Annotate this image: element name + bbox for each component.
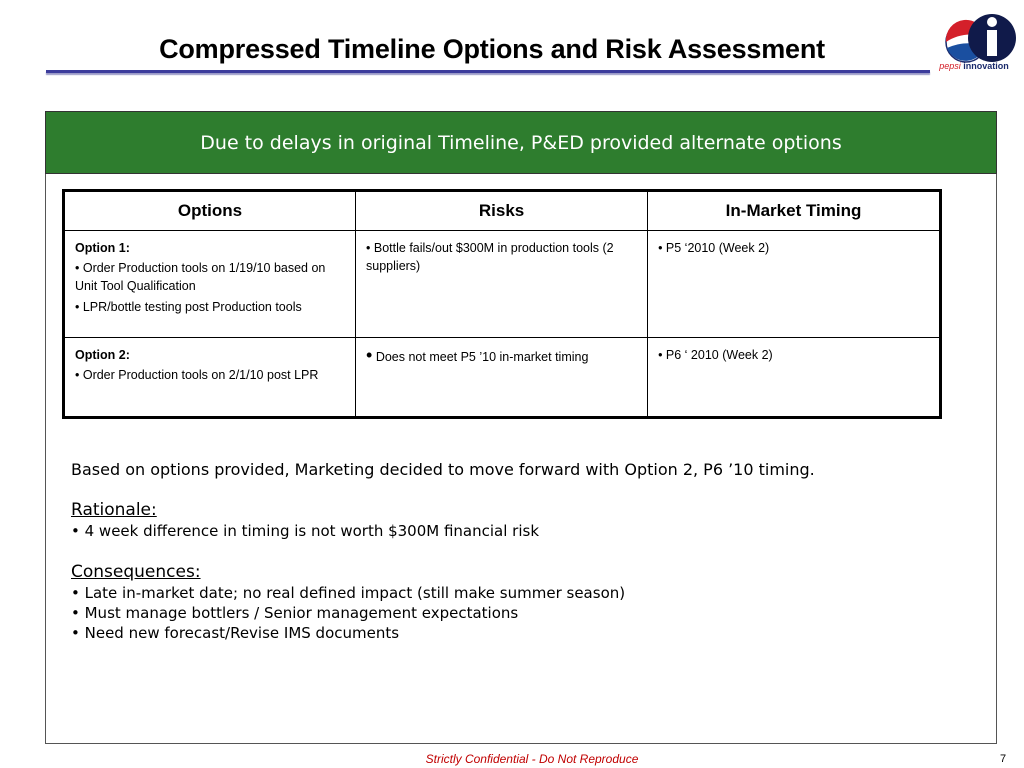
option-2-cell — [64, 338, 356, 418]
body-text — [71, 460, 971, 643]
confidential-footer: Strictly Confidential - Do Not Reproduce — [425, 752, 639, 766]
option-1-cell — [64, 231, 356, 338]
rationale-item: • 4 week difference in timing is not worth $300M financial risk — [71, 522, 540, 540]
consequence-item: • Late in-market date; no real defined impact (still make summer season) — [71, 584, 626, 602]
option-2-risk: Does not meet P5 ’10 in-market timing — [375, 350, 589, 364]
consequence-item: • Need new forecast/Revise IMS documents — [71, 624, 400, 642]
page-number: 7 — [1000, 753, 1007, 765]
table-row — [64, 231, 941, 338]
logo-innovation-word: innovation — [963, 61, 1009, 71]
consequence-item: • Must manage bottlers / Senior management expectations — [71, 604, 519, 622]
option-1-timing: • P5 ‘2010 (Week 2) — [648, 231, 941, 338]
option-2-risk-cell — [356, 338, 648, 418]
decision-statement: Based on options provided, Marketing decided to move forward with Option 2, P6 ’10 timing. — [71, 460, 815, 479]
table-header-row — [64, 191, 941, 231]
logo-pepsi-word: pepsi — [939, 61, 961, 71]
option-1-risk: • Bottle fails/out $300M in production tools (2 suppliers) — [356, 231, 648, 338]
option-2-bullet: • Order Production tools on 2/1/10 post LPR — [75, 368, 319, 382]
header-banner: Due to delays in original Timeline, P&ED provided alternate options — [45, 111, 997, 174]
title-underline — [46, 70, 930, 73]
option-1-title: Option 1: — [75, 241, 130, 255]
options-table — [62, 189, 942, 419]
header-risks: Risks — [356, 191, 648, 231]
option-1-bullet: • LPR/bottle testing post Production tools — [75, 300, 302, 314]
header-options: Options — [64, 191, 356, 231]
slide-title: Compressed Timeline Options and Risk Assessment — [159, 34, 825, 64]
option-2-risk-bullet: • — [366, 345, 373, 365]
logo-wordmark — [934, 61, 1014, 71]
table-row — [64, 338, 941, 418]
option-2-title: Option 2: — [75, 348, 130, 362]
rationale-heading: Rationale: — [71, 500, 157, 520]
header-in-market-timing: In-Market Timing — [648, 191, 941, 231]
consequences-heading: Consequences: — [71, 562, 201, 582]
option-2-timing: • P6 ‘ 2010 (Week 2) — [648, 338, 941, 418]
option-1-bullet: • Order Production tools on 1/19/10 based on Unit Tool Qualification — [75, 261, 326, 293]
